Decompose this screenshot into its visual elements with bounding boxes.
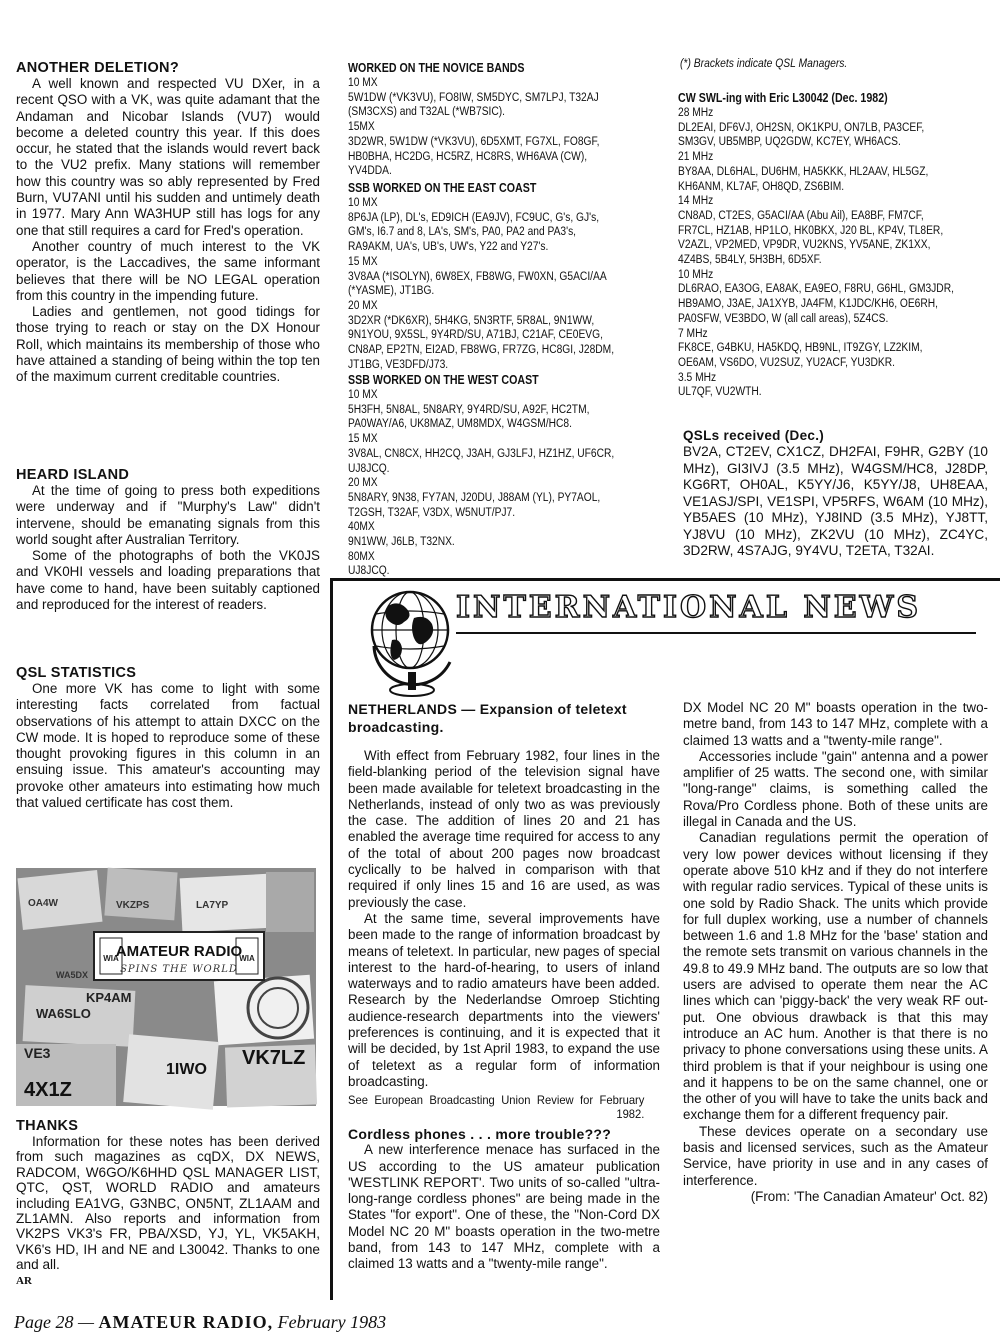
news-banner — [456, 590, 976, 634]
heard-island-heading: HEARD ISLAND — [16, 467, 130, 483]
list-line: 3V8AA (*ISOLYN), 6W8EX, FB8WG, FW0XN, G5ACI/AA — [348, 268, 607, 283]
qsls-received-list: BV2A, CT2EV, CX1CZ, DH2FAI, F9HR, G2BY (10 MHz), GI3IVJ (3.5 MHz), W4GSM/HC8, J28DP, KG6RT, OH0AL, K5YY/J6, K5YY/J8, UH8EAA, VE1ASJ/SPI, VE1SPI, VP5RFS, W6AM (10 MHz), YB5AES (10 MHz), YJ8IND (3.5 MHz), YJ8TT, YJ8VU (10 MHz), ZK2VU (10 MHz), ZC4YC, 3D2RW, 4S7AJG, 9Y4VU, T2ETA, T32AI. — [683, 444, 988, 558]
qsls-received-heading: QSLs received (Dec.) — [683, 428, 825, 443]
card-callsign: WA6SLO — [36, 1006, 91, 1021]
list-line: 5W1DW (*VK3VU), FO8IW, SM5DYC, SM7LPJ, T32AJ — [348, 89, 599, 104]
paragraph: Ladies and gentlemen, not good tidings for those trying to reach or stay on the DX Honour Roll, which maintains its membership of those who have attained a standing of being within the top ten of the maximum current creditable countries. — [16, 304, 320, 385]
list-line: 3.5 MHz — [678, 369, 717, 384]
photo-title: AMATEUR RADIO — [115, 943, 243, 960]
qsl-card-photo — [16, 868, 316, 1106]
card-callsign: VK7LZ — [242, 1047, 306, 1069]
cw-swl-heading: CW SWL-ing with Eric L30042 (Dec. 1982) — [678, 90, 888, 105]
novice-list — [348, 75, 668, 178]
thanks-heading: THANKS — [16, 1118, 79, 1134]
qsl-statistics-body — [16, 681, 320, 811]
list-line: 15 MX — [348, 253, 378, 268]
list-line: 4Z4BS, 5B4LY, 5H3BH, 6D5XF. — [678, 252, 822, 267]
list-line: 20 MX — [348, 475, 378, 490]
card-callsign: OA4W — [28, 898, 58, 909]
list-line: DL2EAI, DF6VJ, OH2SN, OK1KPU, ON7LB, PA3CEF, — [678, 119, 925, 134]
wia-badge-left: WIA — [103, 954, 119, 963]
list-line: YV4DDA. — [348, 163, 392, 178]
paragraph: At the same time, several improvements have been made to the range of information broadcast by means of teletext. In particular, new pages of special interest to the hard-of-hearing, to users of inland waterways and to radio amateurs have been added. Research by the Nederlandse Omroep Stichting audience-research departments into the viewers' preferences is continuing, and it is expected that it will be decided, by 1st April 1983, to expand the use of teletext as a regular form of information broadcasting. — [348, 910, 660, 1089]
page-footer — [14, 1312, 386, 1333]
card-callsign: VKZPS — [116, 900, 150, 911]
west-coast-heading: SSB WORKED ON THE WEST COAST — [348, 372, 539, 387]
photo-subtitle: SPINS THE WORLD — [120, 964, 238, 975]
paragraph: A new interference menace has surfaced in the US according to the US amateur publication 'WESTLINK REPORT'. Two units of so-called "ultra-long-range cordless phones" are being made in the States "for export". One of these, the "Non-Cord DX Model NC 20 M" boasts operation in the two-metre band, from 143 to 147 MHz, complete with a claimed 13 watts and a "twenty-mile range". — [348, 1142, 660, 1272]
novice-heading: WORKED ON THE NOVICE BANDS — [348, 60, 525, 75]
thanks-section — [16, 1118, 320, 1287]
list-line: 3D2XR (*DK6XR), 5H4KG, 5N3RTF, 5R8AL, 9N1WW, — [348, 312, 595, 327]
list-line: BY8AA, DL6HAL, DU6HM, HA5KKK, HL2AAV, HL5GZ, — [678, 163, 929, 178]
list-line: 20 MX — [348, 297, 378, 312]
list-line: 9N1YOU, 9X5SL, 9Y4RD/SU, A71BJ, C21AF, CE0EVG, — [348, 327, 603, 342]
paragraph: Canadian regulations permit the operation of very low power devices without licensing if they operate above 510 kHz and if they do not interfere with regular radio services. Typical of these units is one sold by Radio Shack. The units which provide for full duplex working, use a number of channels between 1.6 and 1.8 MHz for the 'base' station and the remote sets transmit on various channels in the 49.8 to 49.9 MHz band. The outputs are so low that users are advised to operate them near the AC lines which can 'piggy-back' the very weak RF out-put. One obvious drawback is that this may introduce an AC hum. Another is that there is no privacy to phone conversations using these units. A third problem is that if your neighbour is using one and it happens to be on the same channel, one or the other of you will have to take the units back and exchange them for a different frequency pair. — [683, 830, 988, 1123]
paragraph: Information for these notes has been derived from such magazines as cqDX, DX NEWS, RADCOM, W6GO/K6HHD QSL MANAGER LIST, QTC, QST, WORLD RADIO and amateurs including EA1VG, G3NBC, ON5NT, ZL1AAM and ZL1AMN. Also reports and information from VK2PS VK3's FR, PBA/XSD, YJ, YL, VK5AKH, VK6's HD, IH and NE and L30042. Thanks to one and all. — [16, 1134, 320, 1273]
list-line: 80MX — [348, 548, 375, 563]
list-line: UL7QF, VU2WTH. — [678, 384, 762, 399]
list-line: CN8AD, CT2ES, G5ACI/AA (Abu Ail), EA8BF, FM7CF, — [678, 207, 924, 222]
list-line: 7 MHz — [678, 325, 708, 340]
netherlands-heading: NETHERLANDS — Expansion of teletext broadcasting. — [348, 701, 627, 735]
issue-date: February 1983 — [277, 1312, 387, 1332]
list-line: 15 MX — [348, 431, 378, 446]
cw-swl-section — [678, 90, 988, 399]
brackets-note: (*) Brackets indicate QSL Managers. — [680, 56, 848, 70]
list-line: 3D2WR, 5W1DW (*VK3VU), 6D5XMT, FG7XL, FO8GF, — [348, 133, 600, 148]
list-line: SM3GV, UB5MBP, UQ2GDW, KC7EY, WH6ACS. — [678, 134, 901, 149]
list-line: (SM3CXS) and T32AL (*WB7SIC). — [348, 104, 506, 119]
list-line: 10 MHz — [678, 266, 714, 281]
cordless-body-start — [348, 1142, 660, 1272]
left-column — [16, 60, 320, 386]
qsl-statistics-section — [16, 665, 320, 811]
netherlands-body — [348, 748, 660, 1090]
list-line: RA9AKM, UA's, UB's, UW's, Y22 and Y27's. — [348, 239, 549, 254]
list-line: KH6ANM, KL7AF, OH8QD, ZS6BIM. — [678, 178, 845, 193]
author-sign: AR — [16, 1274, 32, 1287]
east-coast-heading: SSB WORKED ON THE EAST COAST — [348, 180, 537, 195]
card-callsign: 1IWO — [166, 1061, 207, 1078]
list-line: UJ8JCQ. — [348, 460, 390, 475]
list-line: 10 MX — [348, 387, 378, 401]
paragraph: A well known and respected VU DXer, in a recent QSO with a VK, was quite adamant that the Andaman and Nicobar Islands (VU7) would become a deleted country this year. If this does occur, he stated that the islands would revert back to the VU2 prefix. Many stations will remember how this country was so ably represented by Fred Burn, VU7ANI until his sudden and untimely death in 1977. Mary Ann WA3HUP still has logs for any one that still requires a card for Fred's operation. — [16, 76, 320, 238]
heard-island-section — [16, 467, 320, 613]
list-line: 14 MHz — [678, 193, 714, 208]
card-callsign: KP4AM — [86, 990, 132, 1005]
west-coast-section — [348, 372, 668, 578]
west-coast-list — [348, 387, 668, 578]
east-coast-list — [348, 195, 668, 371]
banner-underline — [456, 632, 976, 634]
list-line: 21 MHz — [678, 149, 714, 164]
list-line: 9N1WW, J6LB, T32NX. — [348, 534, 455, 549]
list-line: 5H3FH, 5N8AL, 5N8ARY, 9Y4RD/SU, A92F, HC2TM, — [348, 401, 590, 416]
cordless-body-continued — [683, 700, 988, 1205]
another-deletion-body — [16, 76, 320, 386]
paragraph: One more VK has come to light with some interesting facts correlated from factual observations of his attempt to attain DXCC on the CW mode. It is hoped to reproduce some of these thought provoking figures in this column in an ensuing issue. This amateur's accounting may provoke other amateurs into estimating how much that valued certificate has cost them. — [16, 681, 320, 811]
card-callsign: LA7YP — [196, 900, 229, 911]
news-column-2 — [683, 700, 988, 1205]
cordless-heading: Cordless phones . . . more trouble??? — [348, 1126, 612, 1143]
list-line: HB0BHA, HC2DG, HC5RZ, HC8RS, WH6AVA (CW), — [348, 148, 588, 163]
cordless-source: (From: 'The Canadian Amateur' Oct. 82) — [750, 1188, 988, 1204]
list-line: GM's, I6.7 and 8, LA's, SM's, PA0, PA2 and PA3's, — [348, 224, 577, 239]
page-number: Page 28 — [14, 1312, 74, 1332]
cw-swl-list — [678, 105, 988, 399]
heard-island-body — [16, 483, 320, 613]
list-line: OE6AM, VS6DO, VU2SUZ, YU2ACF, YU3DKR. — [678, 354, 895, 369]
news-box-top-rule — [330, 578, 1000, 581]
list-line: T2GSH, T32AF, V3DX, W5NUT/PJ7. — [348, 504, 516, 519]
novice-bands-section — [348, 60, 668, 178]
paragraph: Some of the photographs of both the VK0JS and VK0HI vessels and loading preparations that have come to hand, have been suitably captioned and reproduced for the interest of readers. — [16, 548, 320, 613]
list-line: 40MX — [348, 519, 375, 534]
card-callsign: WA5DX — [56, 970, 89, 980]
list-line: DL6RAO, EA3OG, EA8AK, EA9EO, F8RU, G6HL, GM3JDR, — [678, 281, 954, 296]
netherlands-source: See European Broadcasting Union Review for February 1982. — [348, 1093, 645, 1122]
list-line: UJ8JCQ. — [348, 563, 390, 578]
list-line: 10 MX — [348, 195, 378, 209]
list-line: 8P6JA (LP), DL's, ED9ICH (EA9JV), FC9UC, G's, GJ's, — [348, 209, 600, 224]
news-box-left-rule — [330, 578, 333, 1300]
footer-dash: — — [77, 1312, 94, 1332]
list-line: 5N8ARY, 9N38, FY7AN, J20DU, J88AM (YL), PY7AOL, — [348, 489, 601, 504]
another-deletion-heading: ANOTHER DELETION? — [16, 60, 179, 76]
paragraph: These devices operate on a secondary use basis and licensed services, such as the Amateur Service, have priority in use and in any cases of interference. — [683, 1123, 988, 1188]
list-line: (*YASME), JT1BG. — [348, 283, 435, 298]
paragraph: With effect from February 1982, four lines in the field-blanking period of the television signal have been made available for teletext broadcasting in the Netherlands, instead of only two as was previously the case. The addition of lines 20 and 21 has enabled the average time required for access to any of the total of about 200 pages now broadcast cyclically to be halved in comparison with that required if only lines 15 and 16 are used, as was previously the case. — [348, 748, 660, 910]
list-line: HB9AMO, J3AE, JA1XYB, JA4FM, K1JDC/KH6, OE6RH, — [678, 296, 939, 311]
list-line: PA0WAY/A6, UK8MAZ, UM8MDX, W4GSM/HC8. — [348, 416, 572, 431]
paragraph: DX Model NC 20 M" boasts operation in the two-metre band, from 143 to 147 MHz, complete with a claimed 13 watts and a "twenty-mile range". — [683, 700, 988, 748]
news-column-1 — [348, 700, 660, 1272]
paragraph: Accessories include "gain" antenna and a power amplifier of 25 watts. The second one, with similar "long-range" claims, is something called the Rova/Pro Cordless phone. Both of these units are illegal in Canada and the US. — [683, 748, 988, 830]
paragraph: At the time of going to press both expeditions were underway and if "Murphy's Law" didn't intervene, should be emanating signals from this world sought after Australian Territory. — [16, 483, 320, 547]
east-coast-section — [348, 180, 668, 371]
globe-icon — [352, 584, 472, 700]
list-line: 10 MX — [348, 75, 378, 89]
list-line: CN8AP, EP2TN, EI2AD, FB8WG, FR7ZG, HC8GI, J28DM, — [348, 342, 615, 357]
news-banner-title: INTERNATIONAL NEWS — [456, 590, 922, 625]
list-line: FK8CE, G4BKU, HA5KDQ, HB9NL, IT9ZGY, LZ2KIM, — [678, 340, 923, 355]
list-line: 28 MHz — [678, 105, 714, 119]
list-line: PA0SFW, VE3BDO, W (all call areas), 5Z4CS. — [678, 310, 889, 325]
paragraph: Another country of much interest to the VK operator, is the Laccadives, the same informant believes that there will be NO LEGAL operation from this country in the impending future. — [16, 238, 320, 303]
qsl-card-collage-image — [16, 868, 316, 1106]
qsls-received-section — [683, 428, 988, 560]
list-line: 3V8AL, CN8CX, HH2CQ, J3AH, GJ3LFJ, HZ1HZ, UF6CR, — [348, 445, 615, 460]
thanks-body — [16, 1134, 320, 1273]
qsl-statistics-heading: QSL STATISTICS — [16, 665, 137, 681]
wia-badge-right: WIA — [239, 954, 255, 963]
list-line: FR7CL, HZ1AB, HP1LO, HK0BKX, J20 BL, KP4V, TL8ER, — [678, 222, 944, 237]
card-callsign: 4X1Z — [24, 1079, 72, 1101]
list-line: V2AZL, VP2MED, VP9DR, VU2KNS, YV5ANE, ZK1XX, — [678, 237, 931, 252]
magazine-name: AMATEUR RADIO, — [98, 1312, 274, 1332]
list-line: 15MX — [348, 119, 375, 134]
list-line: JT1BG, VE3DFD/J73. — [348, 356, 449, 371]
card-callsign: VE3 — [24, 1045, 51, 1061]
